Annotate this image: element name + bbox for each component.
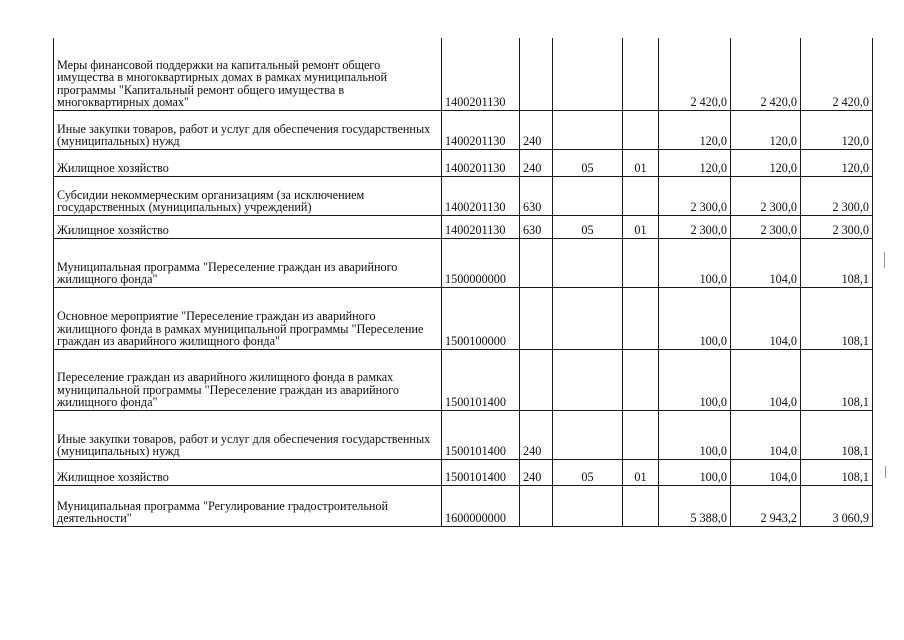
row-name: Меры финансовой поддержки на капитальный ремонт общего имущества в многоквартирных домах в рамках муниципальной программы "Капитальный ремонт общего имущества в многоквартирных домах" [54,38,442,110]
row-section: 05 [553,149,623,176]
row-section: 05 [553,459,623,485]
row-amount-year2: 120,0 [731,149,801,176]
row-target-code: 1500101400 [442,349,520,410]
row-name: Жилищное хозяйство [54,149,442,176]
row-target-code: 1600000000 [442,485,520,526]
row-expense-type: 240 [520,410,553,459]
row-target-code: 1400201130 [442,110,520,149]
row-amount-year1: 2 300,0 [659,215,731,238]
row-target-code: 1400201130 [442,38,520,110]
row-amount-year2: 104,0 [731,459,801,485]
row-expense-type: 630 [520,176,553,215]
row-subsection [623,176,659,215]
row-amount-year2: 104,0 [731,349,801,410]
row-subsection [623,110,659,149]
row-target-code: 1400201130 [442,176,520,215]
row-amount-year2: 104,0 [731,410,801,459]
row-amount-year1: 2 420,0 [659,38,731,110]
row-amount-year3: 108,1 [801,410,873,459]
row-target-code: 1500000000 [442,238,520,287]
row-amount-year3: 2 300,0 [801,215,873,238]
row-expense-type: 630 [520,215,553,238]
row-amount-year2: 2 943,2 [731,485,801,526]
row-target-code: 1500100000 [442,287,520,349]
row-subsection [623,410,659,459]
row-subsection [623,349,659,410]
row-section [553,349,623,410]
table-row [54,410,873,459]
row-amount-year2: 104,0 [731,287,801,349]
row-amount-year1: 100,0 [659,238,731,287]
row-subsection: 01 [623,459,659,485]
row-target-code: 1400201130 [442,149,520,176]
row-subsection: 01 [623,149,659,176]
row-expense-type: 240 [520,459,553,485]
scan-margin-mark [884,252,885,268]
row-section [553,410,623,459]
row-section [553,176,623,215]
row-section [553,287,623,349]
row-expense-type [520,238,553,287]
row-expense-type: 240 [520,149,553,176]
row-amount-year3: 2 300,0 [801,176,873,215]
row-amount-year1: 2 300,0 [659,176,731,215]
row-name: Основное мероприятие "Переселение граждан из аварийного жилищного фонда в рамках муниципальной программы "Переселение граждан из аварийного жилищного фонда" [54,287,442,349]
table-row [54,485,873,526]
row-name: Жилищное хозяйство [54,215,442,238]
table-row [54,149,873,176]
row-target-code: 1500101400 [442,459,520,485]
row-section: 05 [553,215,623,238]
row-amount-year3: 108,1 [801,349,873,410]
row-amount-year3: 108,1 [801,459,873,485]
row-subsection [623,485,659,526]
row-section [553,110,623,149]
scan-margin-mark [885,466,886,478]
row-amount-year2: 2 420,0 [731,38,801,110]
table-row [54,238,873,287]
row-amount-year2: 2 300,0 [731,176,801,215]
row-amount-year1: 100,0 [659,349,731,410]
row-amount-year1: 100,0 [659,287,731,349]
row-amount-year2: 104,0 [731,238,801,287]
table-row [54,176,873,215]
row-subsection: 01 [623,215,659,238]
row-expense-type [520,38,553,110]
row-expense-type [520,485,553,526]
row-amount-year1: 120,0 [659,149,731,176]
row-amount-year3: 2 420,0 [801,38,873,110]
row-subsection [623,287,659,349]
row-amount-year3: 120,0 [801,110,873,149]
row-expense-type [520,287,553,349]
row-amount-year3: 120,0 [801,149,873,176]
row-target-code: 1400201130 [442,215,520,238]
row-name: Иные закупки товаров, работ и услуг для обеспечения государственных (муниципальных) нужд [54,410,442,459]
table-row [54,349,873,410]
budget-table [53,38,873,527]
table-row [54,215,873,238]
row-section [553,238,623,287]
row-name: Жилищное хозяйство [54,459,442,485]
row-name: Переселение граждан из аварийного жилищного фонда в рамках муниципальной программы "Переселение граждан из аварийного жилищного фонда" [54,349,442,410]
row-name: Иные закупки товаров, работ и услуг для обеспечения государственных (муниципальных) нужд [54,110,442,149]
row-amount-year2: 2 300,0 [731,215,801,238]
table-row [54,110,873,149]
row-expense-type [520,349,553,410]
row-name: Субсидии некоммерческим организациям (за исключением государственных (муниципальных) учреждений) [54,176,442,215]
row-amount-year1: 100,0 [659,410,731,459]
row-expense-type: 240 [520,110,553,149]
row-amount-year2: 120,0 [731,110,801,149]
row-section [553,485,623,526]
row-amount-year3: 108,1 [801,238,873,287]
table-row [54,287,873,349]
row-amount-year1: 120,0 [659,110,731,149]
row-amount-year1: 100,0 [659,459,731,485]
row-subsection [623,38,659,110]
table-row [54,459,873,485]
row-section [553,38,623,110]
row-subsection [623,238,659,287]
row-amount-year3: 108,1 [801,287,873,349]
row-name: Муниципальная программа "Переселение граждан из аварийного жилищного фонда" [54,238,442,287]
row-amount-year1: 5 388,0 [659,485,731,526]
table-row [54,38,873,110]
row-name: Муниципальная программа "Регулирование градостроительной деятельности" [54,485,442,526]
row-amount-year3: 3 060,9 [801,485,873,526]
row-target-code: 1500101400 [442,410,520,459]
